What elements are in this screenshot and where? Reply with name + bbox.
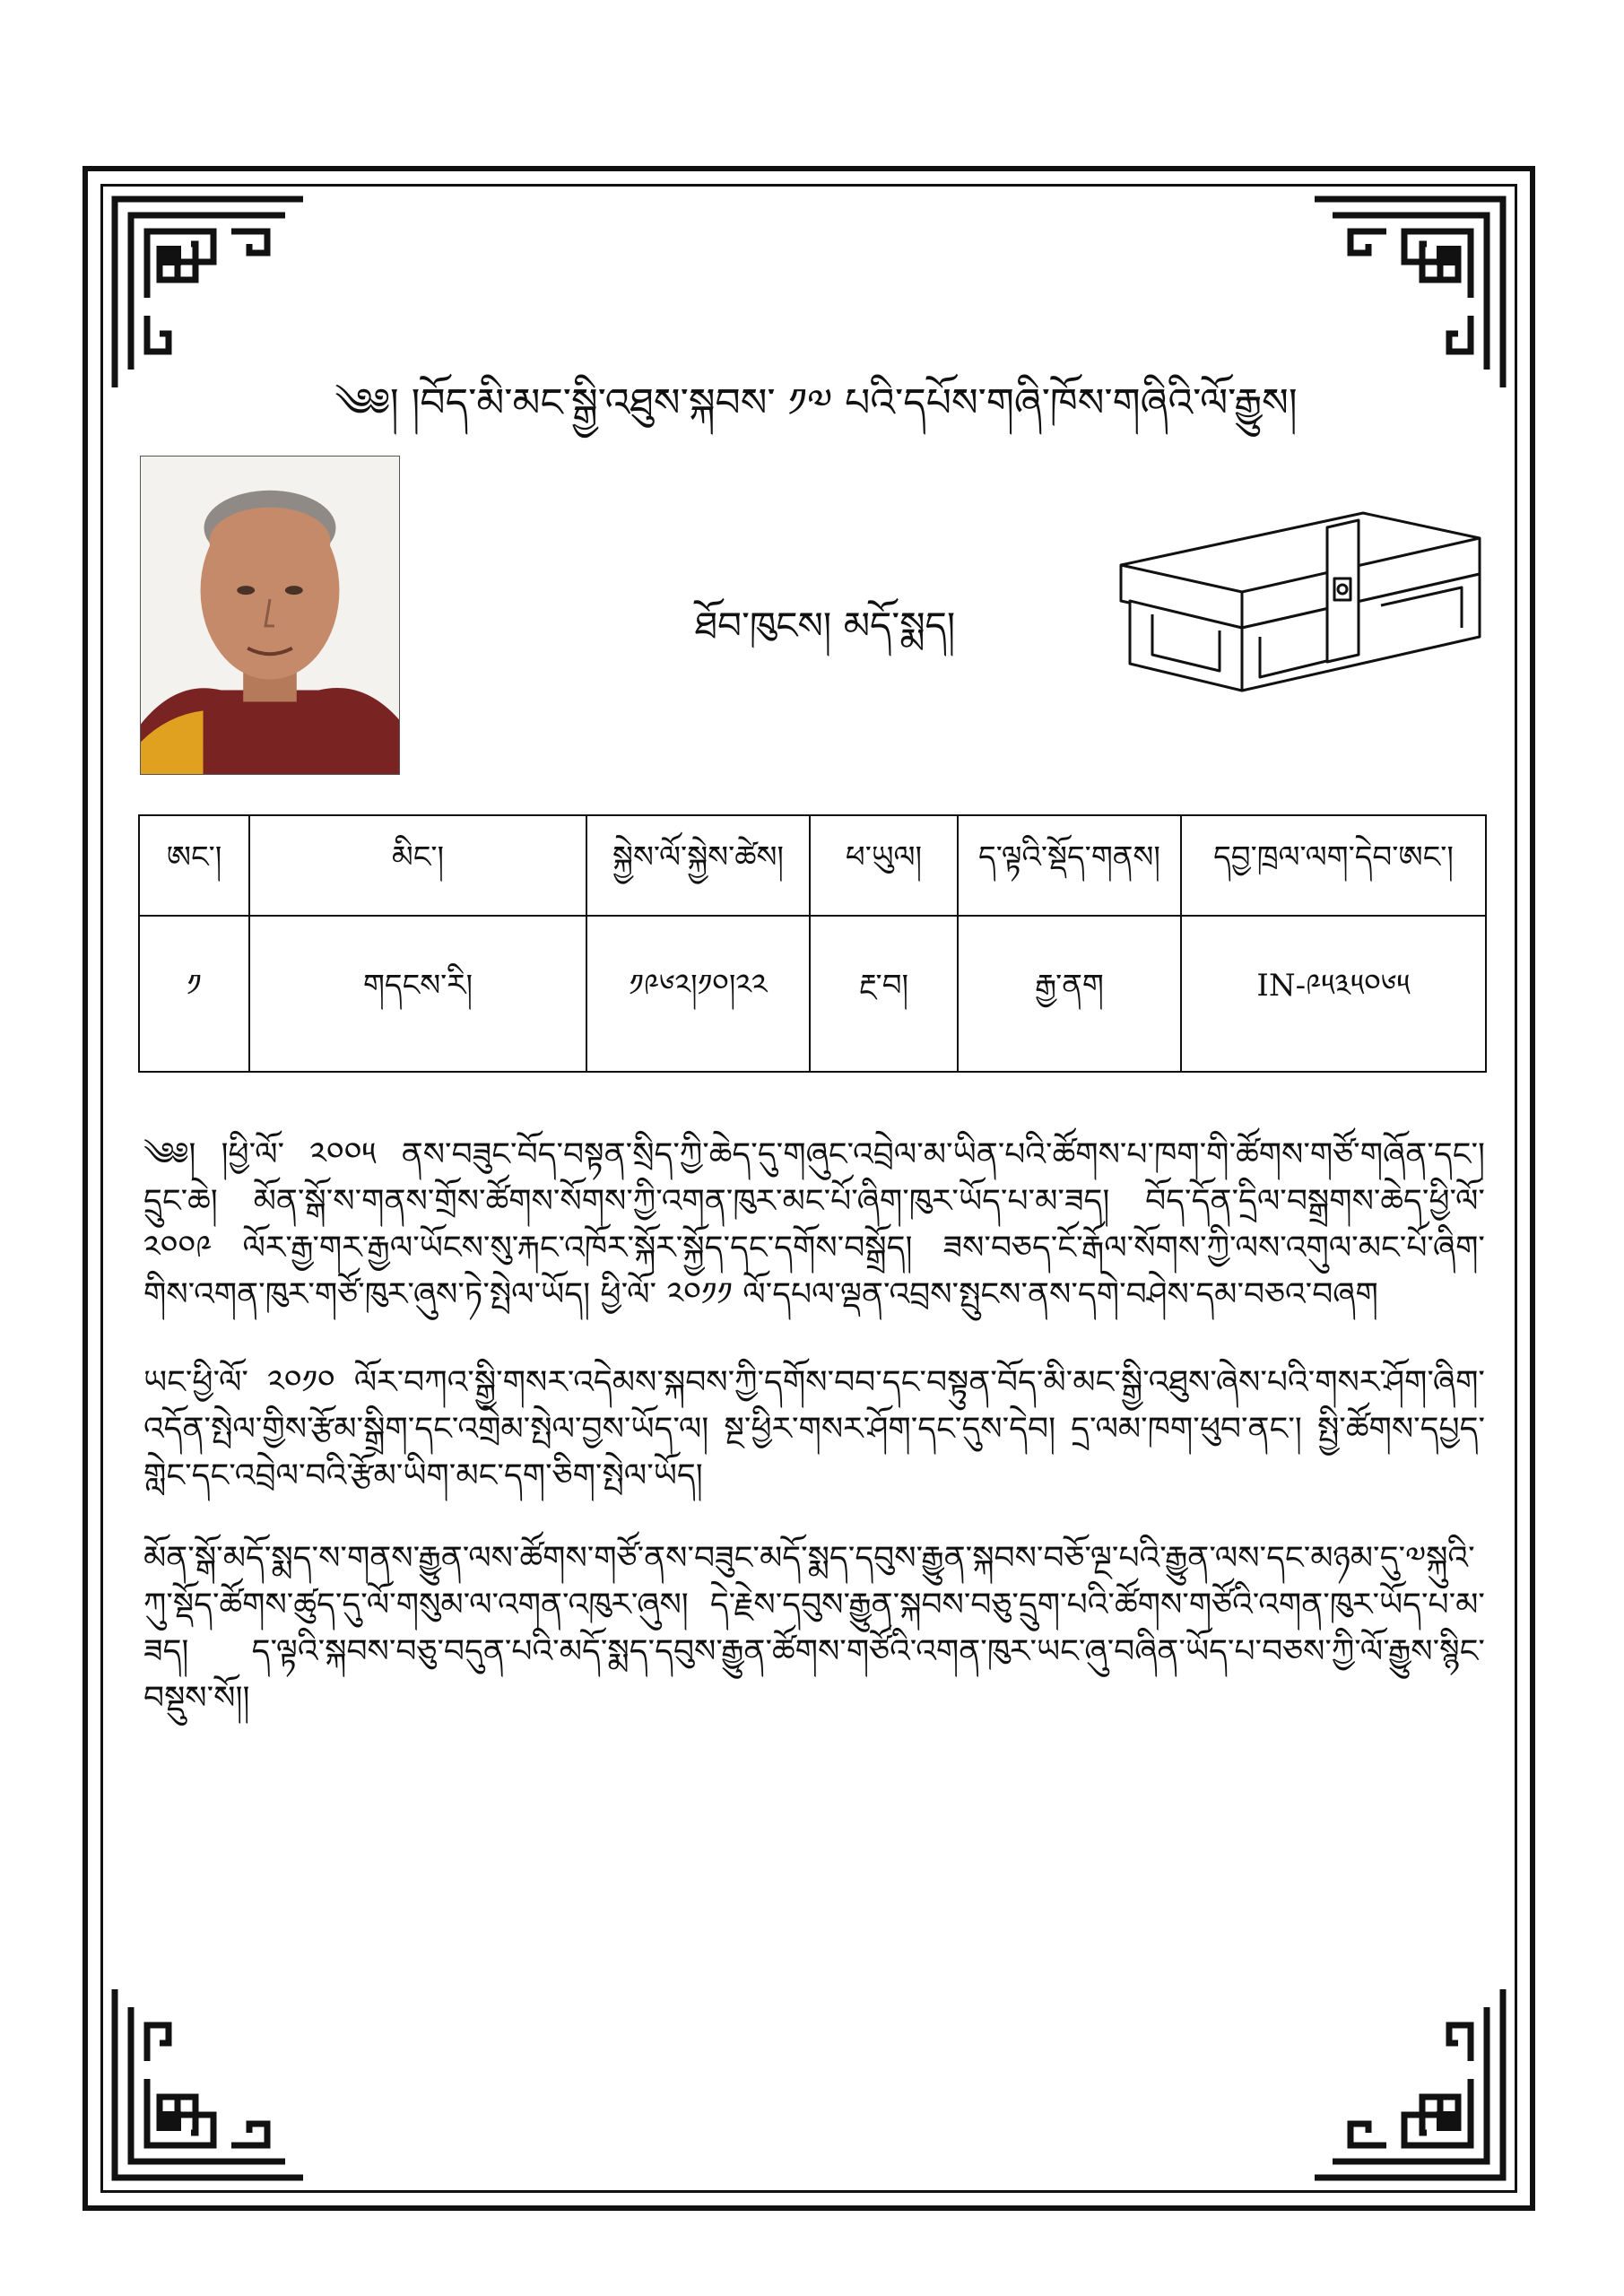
cell-birth-date: ༡༩༦༢།༡༠།༢༢ — [586, 916, 810, 1072]
cell-green-book-number: IN-༩༥༣༥༠༦༥ — [1181, 916, 1486, 1072]
constituency-heading: ཐོབ་ཁུངས། མདོ་སྨད། — [694, 604, 956, 648]
corner-ornament-icon — [106, 1980, 312, 2187]
biography-paragraph: མོན་སྒོ་མདོ་སྨད་ས་གནས་རྒྱུན་ལས་ཚོགས་གཙོ་ནས་བཟུང་མདོ་སྨད་དབུས་རྒྱུན་སྐབས་བཅོ་ལྔ་པའི་རྒྱུན་ལས་དང་མཉམ་དུ་༧སྐུའི་ཀུ་སྡོད་ཚོགས་ཚུད་དུ་ལོ་གསུམ་ལ་འགན་འཁུར་ཞུས། དེ་རྗེས་དབུས་རྒྱུན་སྐབས་བཅུ་དྲུག་པའི་ཚོགས་གཙོའི་འགན་ཁུར་ཡོད་པ་མ་ཟད། ད་ལྟའི་སྐབས་བཅུ་བདུན་པའི་མདོ་སྨད་དབུས་རྒྱུན་ཚོགས་གཙོའི་འགན་ཁུར་ཡང་ཞུ་བཞིན་ཡོད་པ་བཅས་ཀྱི་ལོ་རྒྱུས་སྙིང་བསྡུས་སོ།། — [143, 1540, 1485, 1717]
header-green-book-number: དབྱ་ཁྲལ་ལག་དེབ་ཨང་། — [1181, 815, 1486, 916]
corner-ornament-icon — [1306, 1980, 1512, 2187]
biography-paragraph: ༄༅། །ཕྱི་ལོ་ ༢༠༠༥ ནས་བཟུང་བོད་བསྟན་སྲིད་ཀྱི་ཆེད་དུ་གཞུང་འབྲེལ་མ་ཡིན་པའི་ཚོགས་པ་ཁག་གི་ཚོགས་གཙོ་གཞོན་དང་། དྲུང་ཆེ། མོན་སྒོ་ས་གནས་གྲོས་ཚོགས་སོགས་ཀྱི་འགན་ཁུར་མང་པོ་ཞིག་ཁུར་ཡོད་པ་མ་ཟད། བོད་དོན་དྲིལ་བསྒྲགས་ཆེད་ཕྱི་ལོ་ ༢༠༠༩ ལོར་རྒྱ་གར་རྒྱལ་ཡོངས་སུ་རྐང་འཁོར་སྐོར་སྐྱོད་དང་དགོས་བསྒྲོད། ཟས་བཅད་ངོ་རྒོལ་སོགས་ཀྱི་ལས་འགུལ་མང་པོ་ཞིག་གིས་འགན་ཁུར་གཙོ་ཁུར་ཞུས་ཏེ་སྤེལ་ཡོད། ཕྱི་ལོ་ ༢༠༡༡ ལོ་དཔལ་ལྡན་འབྲས་སྤུངས་ནས་དགེ་བཤེས་དམ་བཅའ་བཞག — [143, 1136, 1485, 1313]
biography-paragraph: ཡང་ཕྱི་ལོ་ ༢༠༡༠ ལོར་བཀའ་སྒྱི་གསར་འདེམས་སྐབས་ཀྱི་དགོས་བབ་དང་བསྟུན་བོད་མི་མང་སྒྱི་འཐུས་ཞེས་པའི་གསར་ཤོག་ཞིག་འདོན་སྤེལ་གྱིས་རྩོམ་སྒྲིག་དང་འགྲེམ་སྤེལ་བྱས་ཡོད་ལ། སྔ་ཕྱིར་གསར་ཤོག་དང་དུས་དེབ། དྲ་ལམ་ཁག་ཕུབ་ནང་། སྤྱི་ཚོགས་དཔྱད་གླེང་དང་འབྲེལ་བའི་རྩོམ་ཡིག་མང་དག་ཅིག་སྤེལ་ཡོད། — [143, 1364, 1485, 1494]
cell-name: གདངས་རི། — [249, 916, 586, 1072]
table-header-row — [139, 815, 1486, 916]
header-number: ཨང་། — [139, 815, 249, 916]
cell-current-residence: རྒྱ་ནག — [958, 916, 1181, 1072]
header-name: མིང་། — [249, 815, 586, 916]
cell-number: ༡ — [139, 916, 249, 1072]
ballot-box-icon — [1112, 502, 1489, 700]
table-row — [139, 916, 1486, 1072]
header-hometown: ཕ་ཡུལ། — [810, 815, 958, 916]
header-birth-date: སྐྱེས་ལོ་སྐྱེས་ཚེས། — [586, 815, 810, 916]
header-current-residence: ད་ལྟའི་སྡོད་གནས། — [958, 815, 1181, 916]
candidate-info-table — [138, 814, 1487, 1073]
candidate-photo — [140, 456, 400, 775]
cell-hometown: རྔ་བ། — [810, 916, 958, 1072]
document-title: ༄༅། །བོད་མི་མང་སྒྱི་འཐུས་སྐབས་ ༡༧ པའི་དཔོས་གཞི་ཁོས་གཞིའི་ལོ་རྒྱུས། — [334, 380, 1298, 426]
